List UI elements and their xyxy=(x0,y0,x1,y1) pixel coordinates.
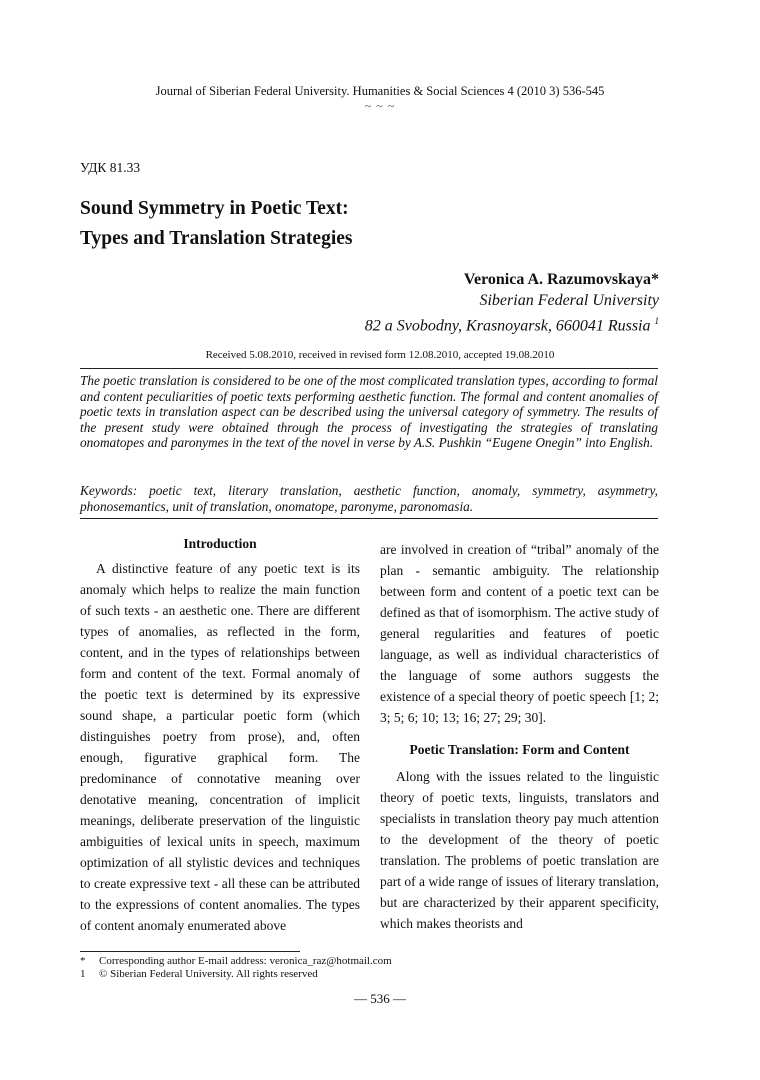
received-dates: Received 5.08.2010, received in revised form 12.08.2010, accepted 19.08.2010 xyxy=(205,349,555,361)
author-address: 82 a Svobodny, Krasnoyarsk, 660041 Russia xyxy=(364,317,651,335)
footnote-copyright xyxy=(80,968,318,980)
footnote-rule xyxy=(80,951,300,952)
journal-header: Journal of Siberian Federal University. Humanities & Social Sciences 4 (2010 3) 536-545 xyxy=(155,84,605,98)
footnote-mark: 1 xyxy=(80,968,86,980)
keywords: Keywords: poetic text, literary translation, aesthetic function, anomaly, symmetry, asymmetry, phonosemantics, unit of translation, onomatope, paronyme, paronomasia. xyxy=(80,483,658,514)
udk-code: УДК 81.33 xyxy=(80,160,141,175)
page-number: — 536 — xyxy=(354,991,406,1006)
introduction-continued: are involved in creation of “tribal” anomaly of the plan - semantic ambiguity. The relationship between form and content of a poetic text can be defined as that of isomorphism. The active study of general regularities and features of poetic language, as well as individual characteristics of the language of some authors suggests the existence of a special theory of poetic speech [1; 2; 3; 5; 6; 10; 13; 16; 27; 29; 30]. xyxy=(380,542,659,725)
footnote-mark: * xyxy=(80,955,86,967)
header-ornament: ~ ~ ~ xyxy=(364,99,396,113)
footnote-text: Corresponding author E-mail address: veronica_raz@hotmail.com xyxy=(99,955,392,967)
title-line-1: Sound Symmetry in Poetic Text: xyxy=(80,198,349,219)
section-heading-poetic-translation: Poetic Translation: Form and Content xyxy=(409,742,630,757)
paper-title xyxy=(80,194,353,254)
introduction-paragraph: A distinctive feature of any poetic text is its anomaly which helps to realize the main function of such texts - an aesthetic one. There are different types of anomalies, as reflected in the form, content, and in the types of relationships between form and content of the text. Formal anomaly of the poetic text is determined by its expressive sound shape, a particular poetic form (which distinguishes poetry from prose), and, often enough, figurative graphical form. The predominance of connotative meaning over denotative meaning, concentration of implicit meanings, deliberate preservation of the linguistic ambiguities of lexical units in speech, maximum optimization of all stylistic devices and techniques to create expressive text - all these can be attributed to the expressions of content anomalies. The types of content anomaly enumerated above xyxy=(80,561,360,933)
author-affiliation: Siberian Federal University xyxy=(479,292,659,309)
right-column xyxy=(380,539,659,934)
abstract-bottom-rule xyxy=(80,518,658,519)
author-block xyxy=(365,269,659,336)
abstract-top-rule xyxy=(80,368,658,369)
footnote-corresponding-author xyxy=(80,955,392,967)
footnote-text: © Siberian Federal University. All rights reserved xyxy=(99,968,318,980)
introduction-heading: Introduction xyxy=(183,536,257,551)
address-footnote-mark: 1 xyxy=(654,316,659,326)
abstract: The poetic translation is considered to be one of the most complicated translation types, according to formal and content peculiarities of poetic texts performing aesthetic function. The formal and content anomalies of poetic texts in translation aspect can be described using the universal category of symmetry. The results of the present study were obtained through the process of investigating the strategies of translating onomatopes and paronymes in the text of the novel in verse by A.S. Pushkin “Eugene Onegin” into English. xyxy=(80,373,658,451)
author-name: Veronica A. Razumovskaya* xyxy=(463,271,659,288)
section-paragraph: Along with the issues related to the linguistic theory of poetic texts, linguists, translators and specialists in translation theory pay much attention to the development of the theory of poetic translation. The problems of poetic translation are part of a wide range of issues of literary translation, but are characterized by their apparent specificity, which makes theorists and xyxy=(380,769,659,931)
left-column xyxy=(80,533,360,936)
title-line-2: Types and Translation Strategies xyxy=(80,228,353,249)
